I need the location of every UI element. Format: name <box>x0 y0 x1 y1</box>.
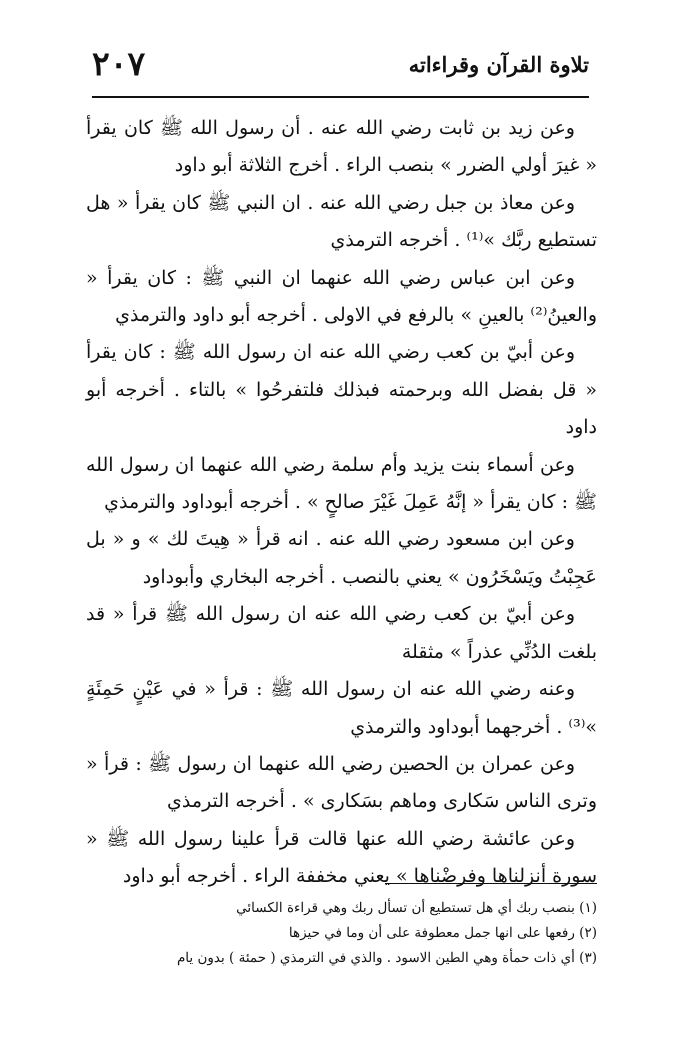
hadith-paragraph: وعن ابن مسعود رضي الله عنه . انه قرأ « هِيتَ لك » و « بل عَجِبْتُ ويَسْخَرُون » يعني بالنصب . أخرجه البخاري وأبوداود <box>86 528 597 588</box>
hadith-paragraph: وعن أبيّ بن كعب رضي الله عنه ان رسول الله ﷺ قرأ « قد بلغت الدُنِّي عذراً » مثقلة <box>86 603 597 663</box>
hadith-paragraph: وعنه رضي الله عنه ان رسول الله ﷺ : قرأ « في عَيْنٍ حَمِئَةٍ »⁽³⁾ . أخرجهما أبوداود والترمذي <box>86 678 597 738</box>
footnote: (١) بنصب ربك أي هل تستطيع أن تسأل ربك وهي قراءة الكسائي <box>236 900 597 916</box>
hadith-paragraph: وعن زيد بن ثابت رضي الله عنه . أن رسول الله ﷺ كان يقرأ « غيرَ أولي الضرر » بنصب الراء . أخرج الثلاثة أبو داود <box>86 117 597 177</box>
footnote-divider <box>385 883 597 884</box>
hadith-paragraph: وعن معاذ بن جبل رضي الله عنه . ان النبي ﷺ كان يقرأ « هل تستطيع ربَّك »⁽¹⁾ . أخرجه الترمذي <box>86 191 597 252</box>
hadith-paragraph: وعن عائشة رضي الله عنها قالت قرأ علينا رسول الله ﷺ « سورة أنزلناها وفرضْناها » يعني مخففة الراء . أخرجه أبو داود <box>86 827 597 888</box>
main-text <box>86 110 597 896</box>
footnote: (٢) رفعها على انها جمل معطوفة على أن وما في حيزها <box>288 925 597 941</box>
footnotes <box>108 896 597 971</box>
hadith-paragraph: وعن ابن عباس رضي الله عنهما ان النبي ﷺ : كان يقرأ « والعينُ⁽²⁾ بالعينِ » بالرفع في الاولى . أخرجه أبو داود والترمذي <box>86 266 597 327</box>
running-title: تلاوة القرآن وقراءاته <box>408 52 589 77</box>
page-header <box>92 42 589 98</box>
page-number: ٢٠٧ <box>92 44 146 83</box>
hadith-paragraph: وعن أبيّ بن كعب رضي الله عنه ان رسول الله ﷺ : كان يقرأ « قل بفضل الله وبرحمته فبذلك فلتفرحُوا » بالتاء . أخرجه أبو داود <box>86 341 597 439</box>
hadith-paragraph: وعن أسماء بنت يزيد وأم سلمة رضي الله عنهما ان رسول الله ﷺ : كان يقرأ « إنَّهُ عَمِلَ غَيْرَ صالحٍ » . أخرجه أبوداود والترمذي <box>86 453 597 514</box>
hadith-paragraph: وعن عمران بن الحصين رضي الله عنهما ان رسول ﷺ : قرأ « وترى الناس سَكارى وماهم بسَكارى » . أخرجه الترمذي <box>86 752 597 813</box>
footnote: (٣) أي ذات حمأة وهي الطين الاسود . والذي في الترمذي ( حمئة ) بدون يام <box>176 950 597 966</box>
